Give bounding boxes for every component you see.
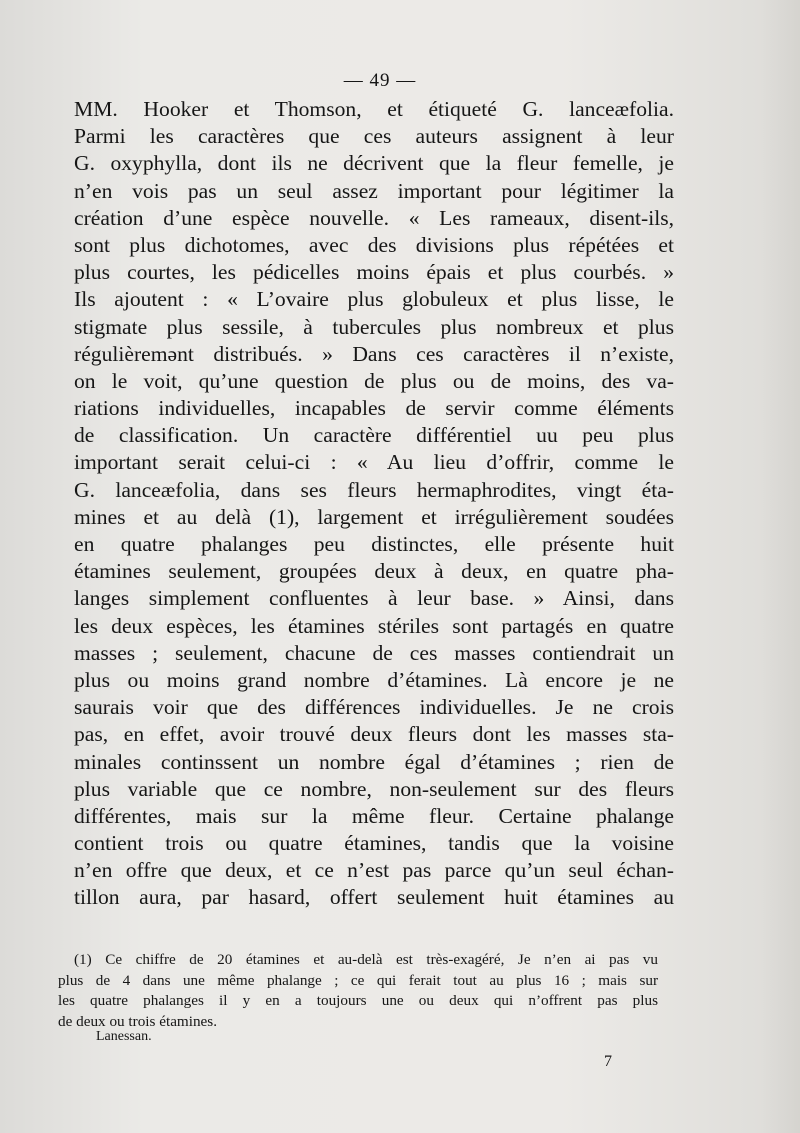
text-line: en quatre phalanges peu distinctes, elle présente huit	[74, 532, 674, 556]
text-line: plus ou moins grand nombre d’étamines. Là encore je ne	[74, 667, 674, 692]
text-line: sont plus dichotomes, avec des divisions plus répétées et	[74, 232, 674, 257]
text-line: de classification. Un caractère différentiel uu peu plus	[74, 423, 674, 448]
text-line: G. lanceæfolia, dans ses fleurs hermaphrodites, vingt éta-	[74, 477, 674, 502]
text-line: plus variable que ce nombre, non-seulement sur des fleurs	[74, 776, 674, 801]
footnote-line: plus de 4 dans une même phalange ; ce qui ferait tout au plus 16 ; mais sur	[58, 971, 658, 989]
text-line: masses ; seulement, chacune de ces masses contiendrait un	[74, 640, 674, 665]
page-number: — 49 —	[343, 70, 417, 91]
text-line: stigmate plus sessile, à tubercules plus nombreux et plus	[74, 314, 674, 339]
footnote	[58, 950, 658, 1032]
footnote-line: de deux ou trois étamines.	[58, 1012, 218, 1030]
text-line: mines et au delà (1), largement et irrégulièrement soudées	[74, 504, 674, 529]
body-text	[74, 96, 674, 912]
page-edge-shadow	[760, 0, 800, 1133]
text-line: saurais voir que des différences individuelles. Je ne crois	[74, 695, 674, 720]
text-line: tillon aura, par hasard, offert seulement huit étamines au	[74, 885, 674, 910]
text-line: important serait celui-ci : « Au lieu d’offrir, comme le	[74, 450, 674, 475]
text-line: contient trois ou quatre étamines, tandis que la voisine	[74, 831, 674, 856]
footnote-line: (1) Ce chiffre de 20 étamines et au-delà est très-exagéré, Je n’en ai pas vu	[74, 951, 658, 968]
text-line: pas, en effet, avoir trouvé deux fleurs dont les masses sta-	[74, 722, 674, 747]
text-line: on le voit, qu’une question de plus ou de moins, des va-	[74, 368, 674, 393]
text-line: n’en offre que deux, et ce n’est pas parce qu’un seul échan-	[74, 858, 674, 883]
text-line: plus courtes, les pédicelles moins épais et plus courbés. »	[74, 260, 674, 285]
text-line: minales continssent un nombre égal d’étamines ; rien de	[74, 749, 674, 774]
text-line: création d’une espèce nouvelle. « Les rameaux, disent-ils,	[74, 205, 674, 230]
text-line: Ils ajoutent : « L’ovaire plus globuleux et plus lisse, le	[74, 287, 674, 312]
text-line: différentes, mais sur la même fleur. Certaine phalange	[74, 803, 674, 828]
text-line: régulièremənt distribués. » Dans ces caractères il n’existe,	[74, 341, 674, 366]
printer-signature: Lanessan.	[96, 1029, 152, 1044]
text-line: G. oxyphylla, dont ils ne décrivent que la fleur femelle, je	[74, 151, 674, 176]
text-line: langes simplement confluentes à leur base. » Ainsi, dans	[74, 586, 674, 611]
text-line: les deux espèces, les étamines stériles sont partagés en quatre	[74, 613, 674, 638]
text-line: riations individuelles, incapables de servir comme éléments	[74, 396, 674, 421]
footnote-line: les quatre phalanges il y en a toujours une ou deux qui n’offrent pas plus	[58, 992, 658, 1009]
text-line: Parmi les caractères que ces auteurs assignent à leur	[74, 124, 674, 149]
signature-number: 7	[604, 1053, 612, 1070]
text-line: n’en vois pas un seul assez important pour légitimer la	[74, 178, 674, 203]
text-line: MM. Hooker et Thomson, et étiqueté G. lanceæfolia.	[74, 97, 674, 121]
text-line: étamines seulement, groupées deux à deux, en quatre pha-	[74, 559, 674, 584]
